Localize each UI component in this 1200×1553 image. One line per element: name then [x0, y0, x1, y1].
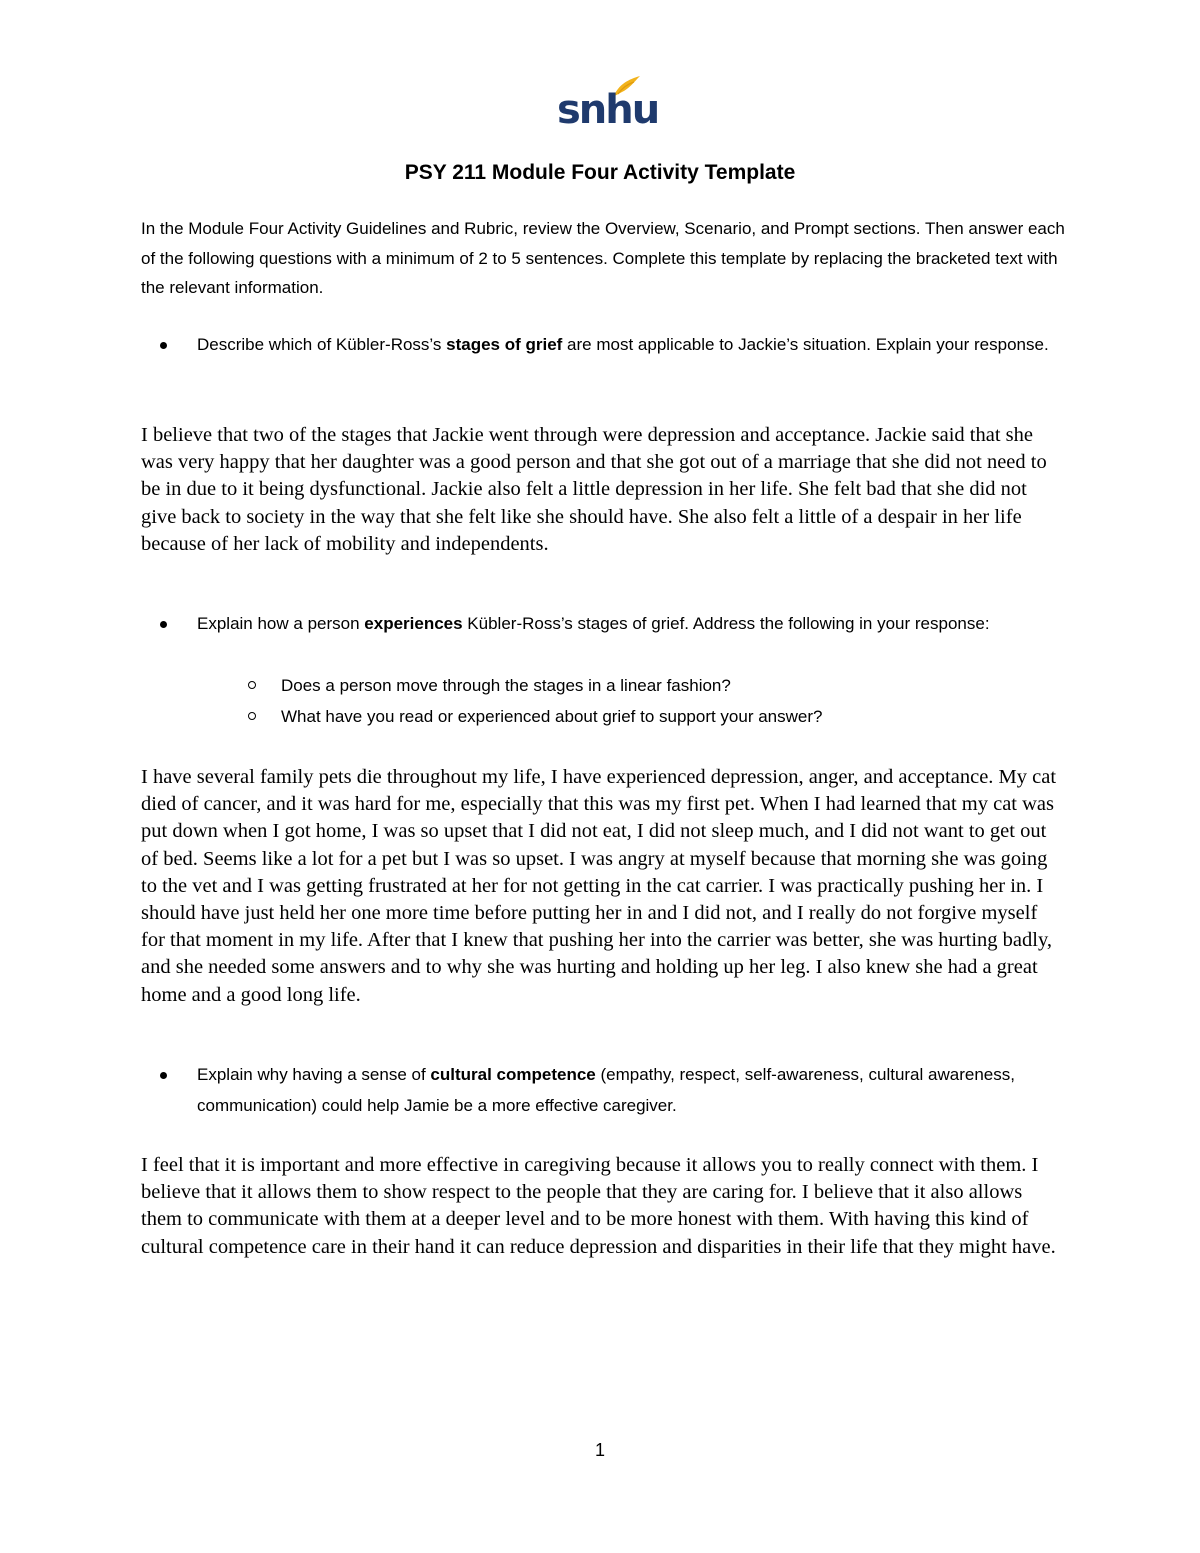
snhu-logo [554, 74, 659, 134]
question-1: Describe which of Kübler-Ross’s stages of grief are most applicable to Jackie’s situation. Explain your response. [197, 329, 1057, 360]
question-2-subitem: What have you read or experienced about grief to support your answer? [281, 701, 1061, 732]
question-3: Explain why having a sense of cultural competence (empathy, respect, self-awareness, cultural awareness, communication) could help Jamie be a more effective caregiver. [197, 1059, 1057, 1121]
intro-paragraph: In the Module Four Activity Guidelines and Rubric, review the Overview, Scenario, and Prompt sections. Then answer each of the following questions with a minimum of 2 to 5 sentences. Complete this template by replacing the bracketed text with the relevant information. [141, 219, 1065, 297]
question-2-subitem: Does a person move through the stages in a linear fashion? [281, 670, 1061, 701]
bullet-icon [160, 342, 167, 349]
page-number: 1 [594, 1440, 605, 1460]
bullet-icon [160, 621, 167, 628]
answer-3: I feel that it is important and more effective in caregiving because it allows you to really connect with them. I believe that it allows them to show respect to the people that they are caring for. I believe that it also allows them to communicate with them at a deeper level and to be more honest with them. With having this kind of cultural competence care in their hand it can reduce depression and disparities in their life that they might have. [141, 1154, 1056, 1258]
document-title: PSY 211 Module Four Activity Template [404, 161, 796, 184]
question-2-emphasis: experiences [364, 614, 463, 633]
answer-2: I have several family pets die throughout my life, I have experienced depression, anger, and acceptance. My cat died of cancer, and it was hard for me, especially that this was my first pet. When I had learned that my cat was put down when I got home, I was so upset that I did not eat, I did not sleep much, and I did not want to get out of bed. Seems like a lot for a pet but I was so upset. I was angry at myself because that morning she was going to the vet and I was getting frustrated at her for not getting in the cat carrier. I was practically pushing her in. I should have just held her one more time before putting her in and I did not, and I really do not forgive myself for that moment in my life. After that I knew that pushing her into the carrier was better, she was hurting badly, and she needed some answers and to why she was hurting and holding up her leg. I also knew she had a great home and a good long life. [141, 766, 1057, 1006]
question-2: Explain how a person experiences Kübler-Ross’s stages of grief. Address the following in your response: [197, 608, 1057, 639]
hollow-bullet-icon [248, 712, 256, 720]
hollow-bullet-icon [248, 681, 256, 689]
answer-1: I believe that two of the stages that Jackie went through were depression and acceptance. Jackie said that she was very happy that her daughter was a good person and that she got out of a marriage that she did not need to be in due to it being dysfunctional. Jackie also felt a little depression in her life. She felt bad that she did not give back to society in the way that she felt like she should have. She also felt a little of a despair in her life because of her lack of mobility and independents. [141, 424, 1047, 555]
question-3-emphasis: cultural competence [430, 1065, 596, 1084]
question-1-emphasis: stages of grief [446, 335, 563, 354]
bullet-icon [160, 1072, 167, 1079]
logo-text: snhu [557, 87, 659, 133]
